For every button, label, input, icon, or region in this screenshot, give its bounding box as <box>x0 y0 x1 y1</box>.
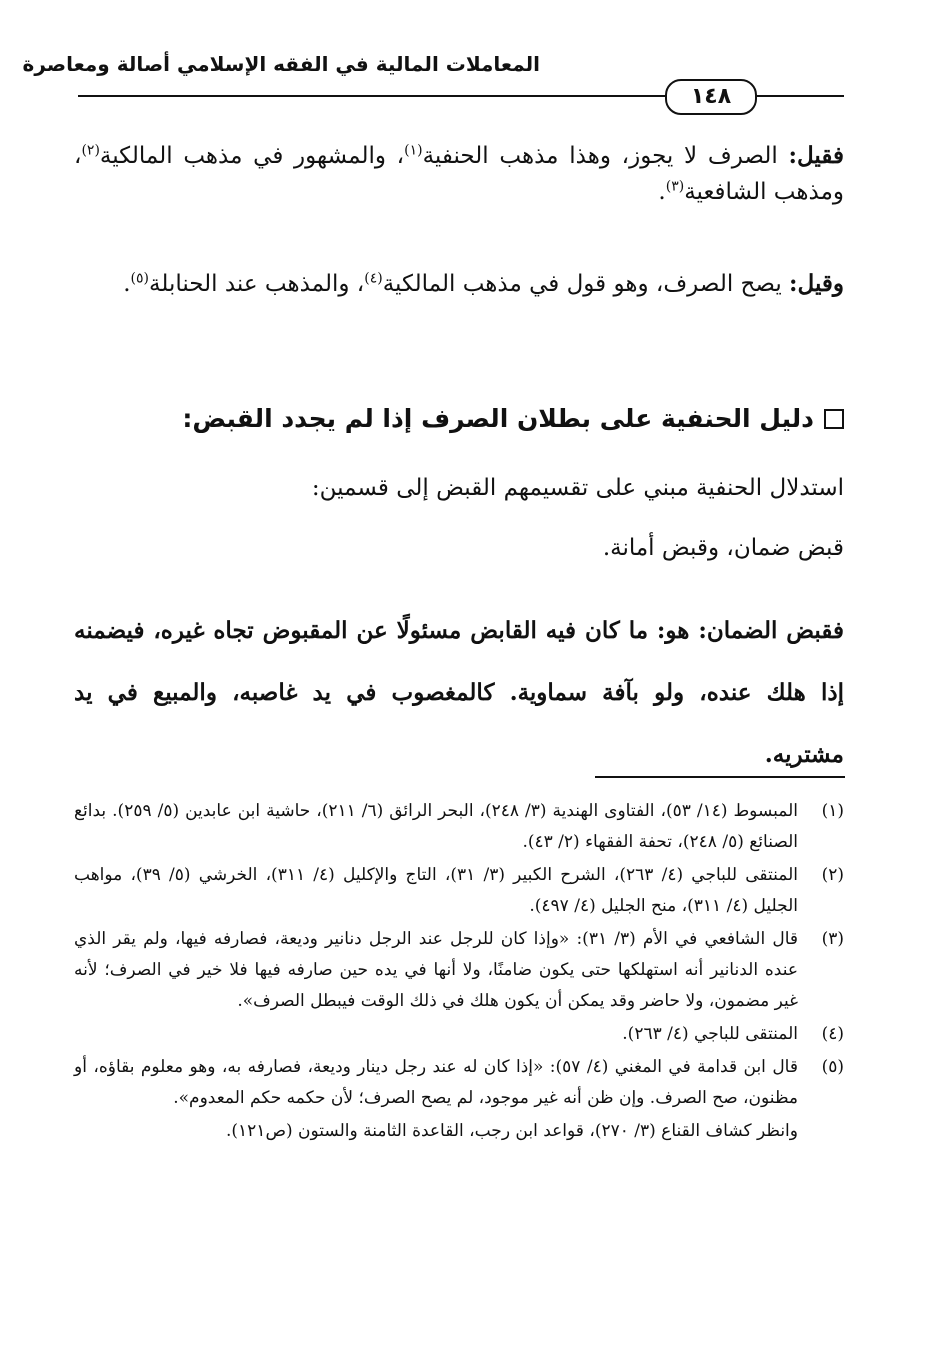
footnote-continuation: وانظر كشاف القناع (٣/ ٢٧٠)، قواعد ابن رجب، القاعدة الثامنة والستون (ص١٢١). <box>225 1121 798 1141</box>
footnote <box>74 796 844 858</box>
footnote-number: (٢) <box>821 865 844 885</box>
footnote-ref[interactable]: (٥) <box>130 270 149 287</box>
paragraph-text: . <box>658 179 666 205</box>
footnote-number: (٤) <box>821 1024 844 1044</box>
footnote-number: (٥) <box>821 1057 844 1077</box>
paragraph-second-opinion <box>74 266 844 302</box>
paragraph-lead: فقيل: <box>788 142 844 169</box>
paragraph-text: ، ومذهب الشافعية <box>74 143 844 205</box>
footnote-text: المبسوط (١٤/ ٥٣)، الفتاوى الهندية (٣/ ٢٤٨)، البحر الرائق (٦/ ٢١١)، حاشية ابن عابدين (٥/ ٢٥٩). بدائع الصنائع (٥/ ٢٤٨)، تحفة الفقهاء (٢/ ٤٣). <box>74 801 798 852</box>
footnote-text: قال ابن قدامة في المغني (٤/ ٥٧): «إذا كان له عند رجل دينار وديعة، فصارفه به، وهو معلوم بقاؤه، أو مظنون، صح الصرف. وإن ظن أنه غير موجود، لم يصح الصرف؛ لأن حكمه حكم المعدوم». <box>74 1057 798 1108</box>
paragraph-text: . <box>123 271 131 297</box>
footnote-ref[interactable]: (٢) <box>81 142 100 159</box>
footnote-number: (٣) <box>821 929 844 949</box>
footnote <box>74 860 844 922</box>
footnote-number: (١) <box>821 801 844 821</box>
footnote-text: المنتقى للباجي (٤/ ٢٦٣)، الشرح الكبير (٣/ ٣١)، التاج والإكليل (٤/ ٣١١)، الخرشي (٥/ ٣٩)، مواهب الجليل (٤/ ٣١١)، منح الجليل (٤/ ٤٩٧). <box>74 865 799 916</box>
footnote <box>74 924 844 1017</box>
footnote-text: المنتقى للباجي (٤/ ٢٦٣). <box>622 1024 798 1044</box>
paragraph-text: الصرف لا يجوز، وهذا مذهب الحنفية <box>422 143 789 169</box>
footnote-ref[interactable]: (٤) <box>364 270 383 287</box>
paragraph-lead: وقيل: <box>789 270 844 297</box>
footnote <box>74 1052 844 1114</box>
square-bullet-icon <box>824 409 844 429</box>
section-heading-text: دليل الحنفية على بطلان الصرف إذا لم يجدد القبض: <box>182 404 814 433</box>
footnote-text: قال الشافعي في الأم (٣/ ٣١): «وإذا كان للرجل عند الرجل دنانير وديعة، فصارفه فيها، ولم يقر الذي عنده الدنانير أنه استهلكها حتى يكون ضامنًا، ولا أنها في يده حين صارفه فيها فلا خير في الصرف؛ لأنه غير مضمون، ولا حاضر وقد يمكن أن يكون هلك في ذلك الوقت فيبطل الصرف». <box>74 929 799 1011</box>
paragraph-first-opinion <box>74 138 844 210</box>
footnotes <box>74 796 844 1147</box>
running-header-title: المعاملات المالية في الفقه الإسلامي أصالة ومعاصرة <box>22 52 540 76</box>
paragraph-text: يصح الصرف، وهو قول في مذهب المالكية <box>382 271 790 297</box>
paragraph-text: ، والمشهور في مذهب المالكية <box>99 143 405 169</box>
footnote <box>74 1019 844 1050</box>
page-number: ١٤٨ <box>665 79 757 115</box>
section-heading <box>144 404 844 433</box>
paragraph-guarantee-possession: فقبض الضمان: هو: ما كان فيه القابض مسئولًا عن المقبوض تجاه غيره، فيضمنه إذا هلك عنده، ولو بآفة سماوية. كالمغصوب في يد غاصبه، والمبيع في يد مشتريه. <box>74 617 844 768</box>
paragraph-text: ، والمذهب عند الحنابلة <box>149 271 365 297</box>
paragraph-division: استدلال الحنفية مبني على تقسيمهم القبض إلى قسمين: <box>311 475 844 501</box>
footnote-ref[interactable]: (٣) <box>665 178 685 195</box>
footnote-separator <box>595 776 845 778</box>
paragraph-types: قبض ضمان، وقبض أمانة. <box>602 535 844 561</box>
footnote-ref[interactable]: (١) <box>404 142 423 159</box>
